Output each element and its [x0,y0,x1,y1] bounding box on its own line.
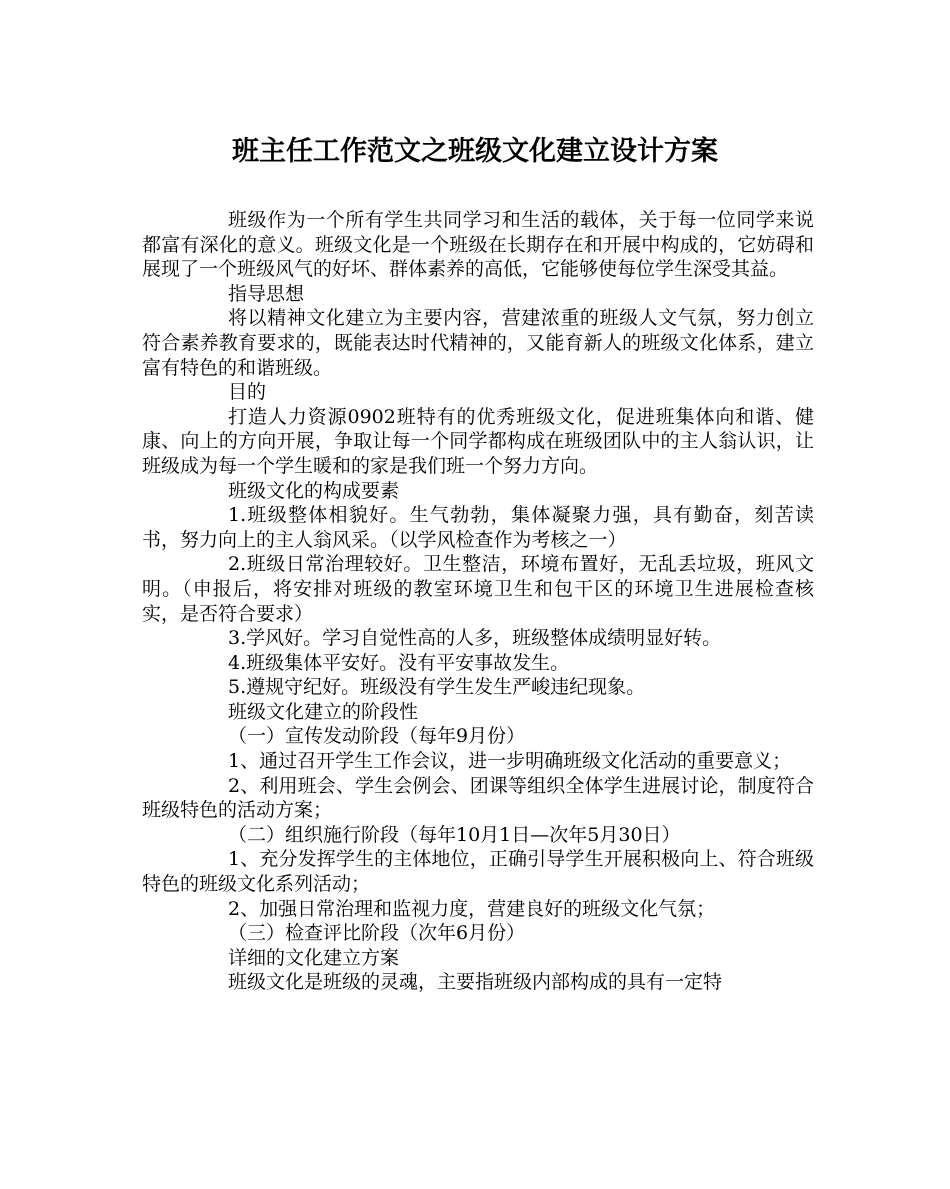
plan-paragraph: 班级文化是班级的灵魂，主要指班级内部构成的具有一定特 [228,971,723,994]
stage-2-item-1: 1、充分发挥学生的主体地位，正确引导学生开展积极向上、符合班级特色的班级文化系列活动； [142,848,814,896]
section-heading-guiding-thought: 指导思想 [228,282,305,305]
document-body [142,208,814,995]
stage-1-item-2: 2、利用班会、学生会例会、团课等组织全体学生进展讨论，制度符合班级特色的活动方案； [142,774,814,822]
section-heading-purpose: 目的 [228,381,267,404]
element-item-3: 3.学风好。学习自觉性高的人多，班级整体成绩明显好转。 [228,627,722,650]
section-heading-elements: 班级文化的构成要素 [228,479,400,502]
stage-1-item-1: 1、通过召开学生工作会议，进一步明确班级文化活动的重要意义； [228,750,792,773]
section-heading-plan: 详细的文化建立方案 [228,946,400,969]
document-title: 班主任工作范文之班级文化建立设计方案 [232,136,718,167]
element-item-2: 2.班级日常治理较好。卫生整洁，环境布置好，无乱丢垃圾，班风文明。（申报后，将安排对班级的教室环境卫生和包干区的环境卫生进展检查核实，是否符合要求） [142,553,814,625]
stage-2-item-2: 2、加强日常治理和监视力度，营建良好的班级文化气氛； [228,897,716,920]
stage-heading-2: （二）组织施行阶段（每年10月1日—次年5月30日） [228,823,681,846]
purpose-paragraph: 打造人力资源0902班特有的优秀班级文化，促进班集体向和谐、健康、向上的方向开展，争取让每一个同学都构成在班级团队中的主人翁认识，让班级成为每一个学生暖和的家是我们班一个努力方向。 [142,405,814,477]
guiding-thought-paragraph: 将以精神文化建立为主要内容，营建浓重的班级人文气氛，努力创立符合素养教育要求的，既能表达时代精神的，又能育新人的班级文化体系，建立富有特色的和谐班级。 [142,307,814,379]
section-heading-stages: 班级文化建立的阶段性 [228,700,419,723]
element-item-4: 4.班级集体平安好。没有平安事故发生。 [228,651,570,674]
stage-heading-3: （三）检查评比阶段（次年6月份） [228,922,526,945]
stage-heading-1: （一）宣传发动阶段（每年9月份） [228,725,526,748]
element-item-5: 5.遵规守纪好。班级没有学生发生严峻违纪现象。 [228,676,646,699]
element-item-1: 1.班级整体相貌好。生气勃勃，集体凝聚力强，具有勤奋，刻苦读书，努力向上的主人翁风采。（以学风检查作为考核之一） [142,504,814,551]
intro-paragraph: 班级作为一个所有学生共同学习和生活的载体，关于每一位同学来说都富有深化的意义。班级文化是一个班级在长期存在和开展中构成的，它妨碍和展现了一个班级风气的好坏、群体素养的高低，它能够使每位学生深受其益。 [142,209,814,281]
